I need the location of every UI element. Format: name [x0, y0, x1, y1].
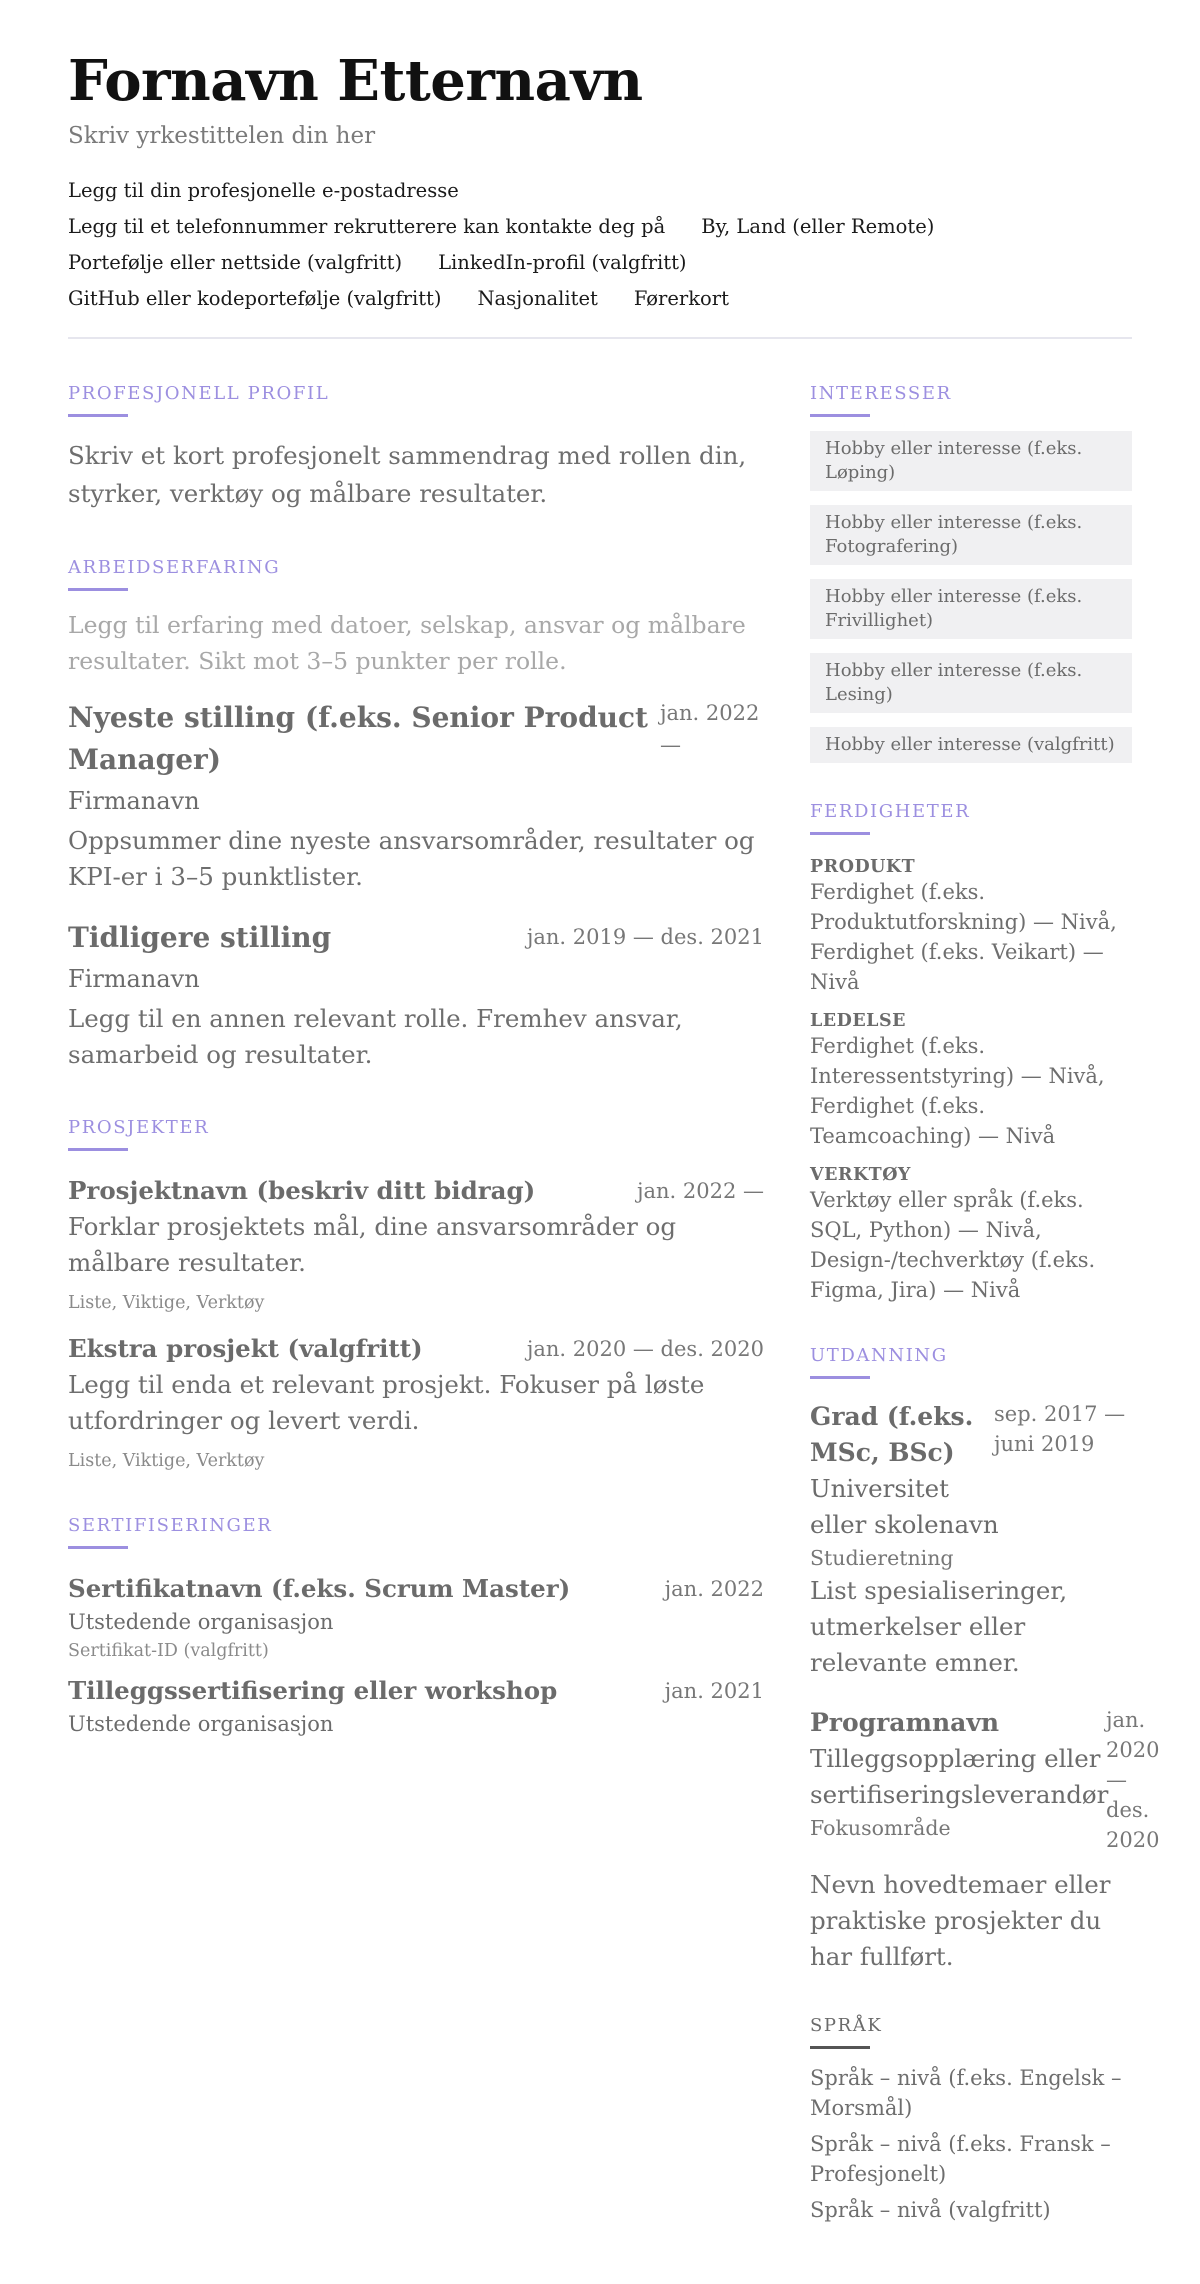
degree-date: sep. 2017 — juni 2019 [994, 1402, 1126, 1457]
section-underline [68, 414, 128, 417]
section-underline [68, 1546, 128, 1549]
certification-issuer: Utstedende organisasjon [68, 1610, 334, 1635]
interest-chip: Hobby eller interesse (valgfritt) [810, 727, 1132, 763]
skill-group-label: LEDELSE [810, 1011, 906, 1032]
interests-section [810, 383, 1132, 763]
contact-phone: Legg til et telefonnummer rekrutterere kan kontakte deg på [68, 215, 666, 239]
company-name: Firmanavn [68, 965, 200, 994]
project-entry [68, 1331, 764, 1471]
contact-linkedin: LinkedIn-profil (valgfritt) [438, 251, 687, 275]
sidebar-column [810, 383, 1160, 2269]
contact-email: Legg til din profesjonelle e-postadresse [68, 179, 459, 203]
education-description: List spesialiseringer, utmerkelser eller relevante emner. [810, 1576, 1068, 1678]
certification-entry [68, 1673, 764, 1739]
section-heading: PROSJEKTER [68, 1117, 210, 1139]
certification-entry [68, 1571, 764, 1665]
section-underline [810, 832, 870, 835]
contact-portfolio: Portefølje eller nettside (valgfritt) [68, 251, 403, 275]
field-of-study: Studieretning [810, 1546, 954, 1571]
interest-chip: Hobby eller interesse (f.eks. Lesing) [810, 653, 1132, 713]
skill-group [810, 1011, 1132, 1151]
company-name: Firmanavn [68, 787, 200, 816]
education-description: Nevn hovedtemaer eller praktiske prosjekter du har fullført. [810, 1870, 1111, 1972]
experience-entry [68, 917, 764, 1073]
position-description: Oppsummer dine nyeste ansvarsområder, resultater og KPI-er i 3–5 punktlister. [68, 826, 755, 892]
skill-group-label: PRODUKT [810, 857, 916, 878]
contact-nationality: Nasjonalitet [477, 287, 598, 311]
certification-issuer: Utstedende organisasjon [68, 1712, 334, 1737]
position-title: Tidligere stilling [68, 921, 332, 955]
section-heading: SERTIFISERINGER [68, 1515, 273, 1537]
section-underline [810, 414, 870, 417]
section-underline [810, 1376, 870, 1379]
section-heading: SPRÅK [810, 2015, 883, 2037]
certifications-section [68, 1515, 764, 1739]
profile-section [68, 383, 764, 513]
section-heading: ARBEIDSERFARING [68, 557, 281, 579]
education-section [810, 1345, 1160, 1975]
program-focus: Fokusområde [810, 1816, 951, 1841]
section-underline [68, 1148, 128, 1151]
skill-group-label: VERKTØY [810, 1165, 911, 1186]
experience-section [68, 557, 764, 1073]
project-date: jan. 2022 — [636, 1179, 764, 1204]
contact-location: By, Land (eller Remote) [701, 215, 935, 239]
profile-summary: Skriv et kort profesjonelt sammendrag med rollen din, styrker, verktøy og målbare resultater. [68, 441, 747, 509]
project-description: Forklar prosjektets mål, dine ansvarsområder og målbare resultater. [68, 1212, 677, 1278]
projects-section [68, 1117, 764, 1471]
skills-section [810, 801, 1132, 1305]
main-column [68, 383, 764, 2269]
project-title: Prosjektnavn (beskriv ditt bidrag) [68, 1176, 536, 1206]
project-description: Legg til enda et relevant prosjekt. Fokuser på løste utfordringer og levert verdi. [68, 1370, 705, 1436]
skill-group-text: Ferdighet (f.eks. Produktutforskning) — Nivå, Ferdighet (f.eks. Veikart) — Nivå [810, 880, 1117, 995]
contact-license: Førerkort [633, 287, 729, 311]
project-tags: Liste, Viktige, Verktøy [68, 1451, 265, 1472]
skill-group-text: Ferdighet (f.eks. Interessentstyring) — Nivå, Ferdighet (f.eks. Teamcoaching) — Nivå [810, 1034, 1105, 1149]
resume-columns [68, 383, 1160, 2269]
header-divider [68, 337, 1132, 339]
education-entry [810, 1399, 1132, 1681]
certification-title: Tilleggssertifisering eller workshop [68, 1676, 558, 1706]
school-name: Universitet eller skolenavn [810, 1474, 999, 1540]
skill-group [810, 1165, 1132, 1305]
project-date: jan. 2020 — des. 2020 [526, 1337, 764, 1362]
interest-chip: Hobby eller interesse (f.eks. Løping) [810, 431, 1132, 491]
position-description: Legg til en annen relevant rolle. Fremhev ansvar, samarbeid og resultater. [68, 1004, 683, 1070]
project-entry [68, 1173, 764, 1313]
position-date: jan. 2019 — des. 2021 [526, 925, 764, 950]
interest-chip: Hobby eller interesse (f.eks. Fotografering) [810, 505, 1132, 565]
job-title-headline: Skriv yrkestittelen din her [68, 123, 376, 150]
program-date: jan. 2020 — des. 2020 [1106, 1708, 1160, 1853]
skill-group [810, 857, 1132, 997]
interest-chip: Hobby eller interesse (f.eks. Frivillighet) [810, 579, 1132, 639]
candidate-name: Fornavn Etternavn [68, 48, 643, 114]
program-provider: Tilleggsopplæring eller sertifiseringsleverandør [810, 1744, 1109, 1810]
program-title: Programnavn [810, 1708, 1000, 1738]
section-underline [68, 588, 128, 591]
section-heading: UTDANNING [810, 1345, 948, 1367]
section-heading: PROFESJONELL PROFIL [68, 383, 330, 405]
section-heading: INTERESSER [810, 383, 952, 405]
experience-intro: Legg til erfaring med datoer, selskap, ansvar og målbare resultater. Sikt mot 3–5 punkter per rolle. [68, 611, 746, 676]
degree-title: Grad (f.eks. MSc, BSc) [810, 1402, 974, 1468]
position-date: jan. 2022 — [660, 701, 760, 758]
language-item: Språk – nivå (valgfritt) [810, 2198, 1051, 2223]
contact-github: GitHub eller kodeportefølje (valgfritt) [68, 287, 442, 311]
certification-id: Sertifikat-ID (valgfritt) [68, 1641, 269, 1662]
language-item: Språk – nivå (f.eks. Engelsk – Morsmål) [810, 2066, 1122, 2121]
project-tags: Liste, Viktige, Verktøy [68, 1293, 265, 1314]
position-title: Nyeste stilling (f.eks. Senior Product Manager) [68, 701, 648, 777]
experience-entry [68, 697, 764, 895]
section-underline [810, 2046, 870, 2049]
certification-date: jan. 2021 [664, 1679, 764, 1704]
languages-section [810, 2015, 1132, 2225]
section-heading: FERDIGHETER [810, 801, 971, 823]
certification-date: jan. 2022 [664, 1577, 764, 1602]
contact-block [68, 173, 1132, 317]
certification-title: Sertifikatnavn (f.eks. Scrum Master) [68, 1574, 571, 1604]
project-title: Ekstra prosjekt (valgfritt) [68, 1334, 423, 1364]
skill-group-text: Verktøy eller språk (f.eks. SQL, Python) — Nivå, Design-/techverktøy (f.eks. Figma, Jira) — Nivå [810, 1188, 1096, 1303]
resume-header [68, 48, 1132, 339]
education-entry [810, 1705, 1160, 1975]
language-item: Språk – nivå (f.eks. Fransk – Profesjonelt) [810, 2132, 1111, 2187]
